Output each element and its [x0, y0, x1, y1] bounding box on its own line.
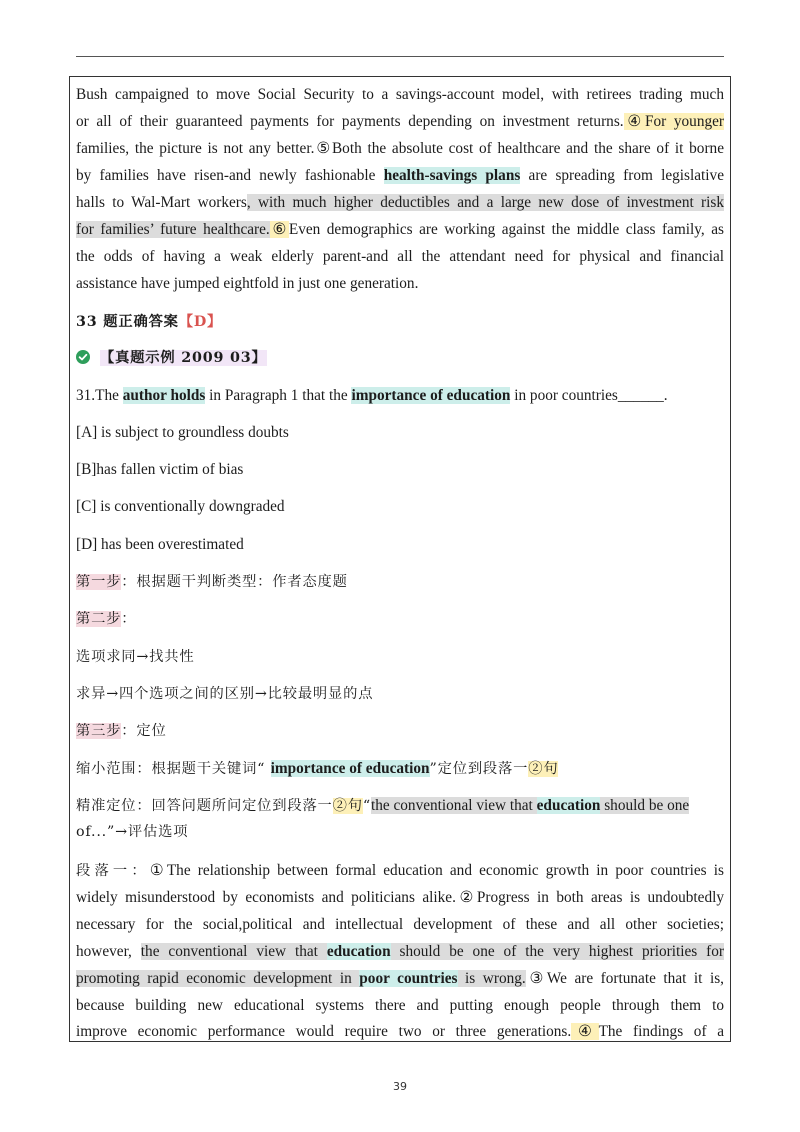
passage-line-4: [76, 166, 724, 186]
keyword-highlight: author holds: [122, 387, 206, 404]
passage-line-6: [76, 220, 724, 240]
text: “: [362, 798, 371, 814]
text: are spreading from legislative: [520, 167, 724, 184]
step-2: [76, 609, 724, 629]
text: halls to Wal-Mart workers: [76, 194, 247, 211]
narrow-scope: [76, 759, 724, 779]
text: Even demographics are working against the middle class family, as: [288, 221, 724, 238]
text: assistance have jumped eightfold in just one generation.: [76, 275, 419, 292]
sentence-4-marker: ④For younger: [623, 113, 725, 130]
keyword-highlight: importance of education: [351, 387, 511, 404]
text: 精准定位：回答问题所问定位到段落一: [76, 798, 333, 814]
passage-line-7: [76, 247, 724, 267]
answer-value: 【D】: [178, 314, 223, 330]
step-2-line-2: 求异→四个选项之间的区别→比较最明显的点: [76, 686, 374, 702]
text: 缩小范围：根据题干关键词“: [76, 761, 271, 777]
precise-location-line-2: of...”→评估选项: [76, 824, 189, 840]
page-number: 39: [393, 1080, 407, 1093]
paragraph-1-line-5: [76, 969, 724, 989]
text: or all of their guaranteed payments for payments depending on investment returns.: [76, 113, 624, 130]
check-circle-icon: [76, 350, 90, 364]
text: in Paragraph 1 that the: [205, 387, 352, 404]
keyword-highlight: poor countries: [359, 970, 458, 987]
paragraph-1-line-1: [76, 861, 724, 881]
step-label: 第二步: [76, 611, 122, 627]
paragraph-label: 段落一：: [76, 863, 150, 879]
step-1: [76, 572, 724, 592]
text: the conventional view that: [140, 943, 327, 960]
paragraph-1-line-6: because building new educational systems there and putting enough people through them to: [76, 997, 724, 1014]
text: in poor countries______.: [510, 387, 668, 404]
precise-location: [76, 796, 724, 816]
text: families, the picture is not any better.: [76, 140, 315, 157]
step-2-line-1: 选项求同→找共性: [76, 649, 195, 665]
header-rule: [76, 56, 724, 57]
step-label: 第一步: [76, 574, 122, 590]
text: The findings of a: [598, 1023, 724, 1040]
passage-line-5: [76, 193, 724, 213]
paragraph-1-line-7: [76, 1022, 724, 1042]
paragraph-1-line-2: widely misunderstood by economists and politicians alike.②Progress in both areas is undoubtedly: [76, 889, 724, 906]
step-text: ：根据题干判断类型：作者态度题: [121, 574, 348, 590]
passage-line-1: [76, 85, 724, 105]
text: ⑤Both the absolute cost of healthcare and the share of it borne: [314, 140, 724, 157]
text: Bush campaigned to move Social Security to a savings-account model, with retirees trading much: [76, 86, 724, 103]
sentence-highlight: , with much higher deductibles and a large new dose of investment risk: [246, 194, 724, 211]
text: the conventional view that: [370, 797, 537, 814]
text: the odds of having a weak elderly parent-and all the attendant need for physical and financial: [76, 248, 724, 265]
keyword-highlight: education: [536, 797, 601, 814]
keyword-highlight: education: [326, 943, 391, 960]
text: ③We are fortunate that it is,: [525, 970, 724, 987]
step-text: ：定位: [121, 723, 167, 739]
step-3: [76, 721, 724, 741]
sentence-2-marker: ②句: [528, 761, 559, 777]
passage-line-2: [76, 112, 724, 132]
sentence-highlight: for families’ future healthcare.: [76, 221, 270, 238]
passage-line-3: [76, 139, 724, 159]
text: improve economic performance would require two or three generations.: [76, 1023, 572, 1040]
step-text: ：: [121, 611, 137, 627]
keyword-highlight: health-savings plans: [383, 167, 521, 184]
option-c: [C] is conventionally downgraded: [76, 498, 285, 515]
sentence-6-marker: ⑥: [269, 221, 289, 238]
text: 31.The: [76, 387, 123, 404]
option-d: [D] has been overestimated: [76, 536, 244, 553]
sentence-4-marker: ④: [571, 1023, 599, 1040]
question-stem: [76, 386, 724, 406]
step-label: 第三步: [76, 723, 122, 739]
answer-33: [76, 312, 724, 332]
text: is wrong.: [457, 970, 526, 987]
keyword-highlight: importance of education: [270, 760, 430, 777]
text: ”定位到段落一: [429, 761, 529, 777]
quote-highlight: [371, 797, 689, 814]
paragraph-1-line-4: [76, 942, 724, 962]
text: ①The relationship between formal education and economic growth in poor countries is: [149, 862, 725, 879]
text: by families have risen-and newly fashionable: [76, 167, 384, 184]
sentence-2-marker: ②句: [332, 798, 363, 814]
sentence-highlight: [141, 943, 724, 960]
text: promoting rapid economic development in: [76, 970, 360, 987]
passage-line-8: [76, 274, 724, 294]
option-b: [B]has fallen victim of bias: [76, 461, 244, 478]
answer-label: 33 题正确答案: [76, 314, 179, 330]
text: should be one: [600, 797, 690, 814]
paragraph-1-line-3: necessary for the social,political and intellectual development of these and all other societies;: [76, 916, 724, 933]
text: however,: [76, 943, 141, 960]
option-a: [A] is subject to groundless doubts: [76, 424, 289, 441]
sentence-highlight: [76, 970, 526, 987]
example-title: 【真题示例 2009 03】: [100, 350, 267, 366]
example-heading: [76, 348, 724, 368]
text: should be one of the very highest priorities for: [390, 943, 724, 960]
